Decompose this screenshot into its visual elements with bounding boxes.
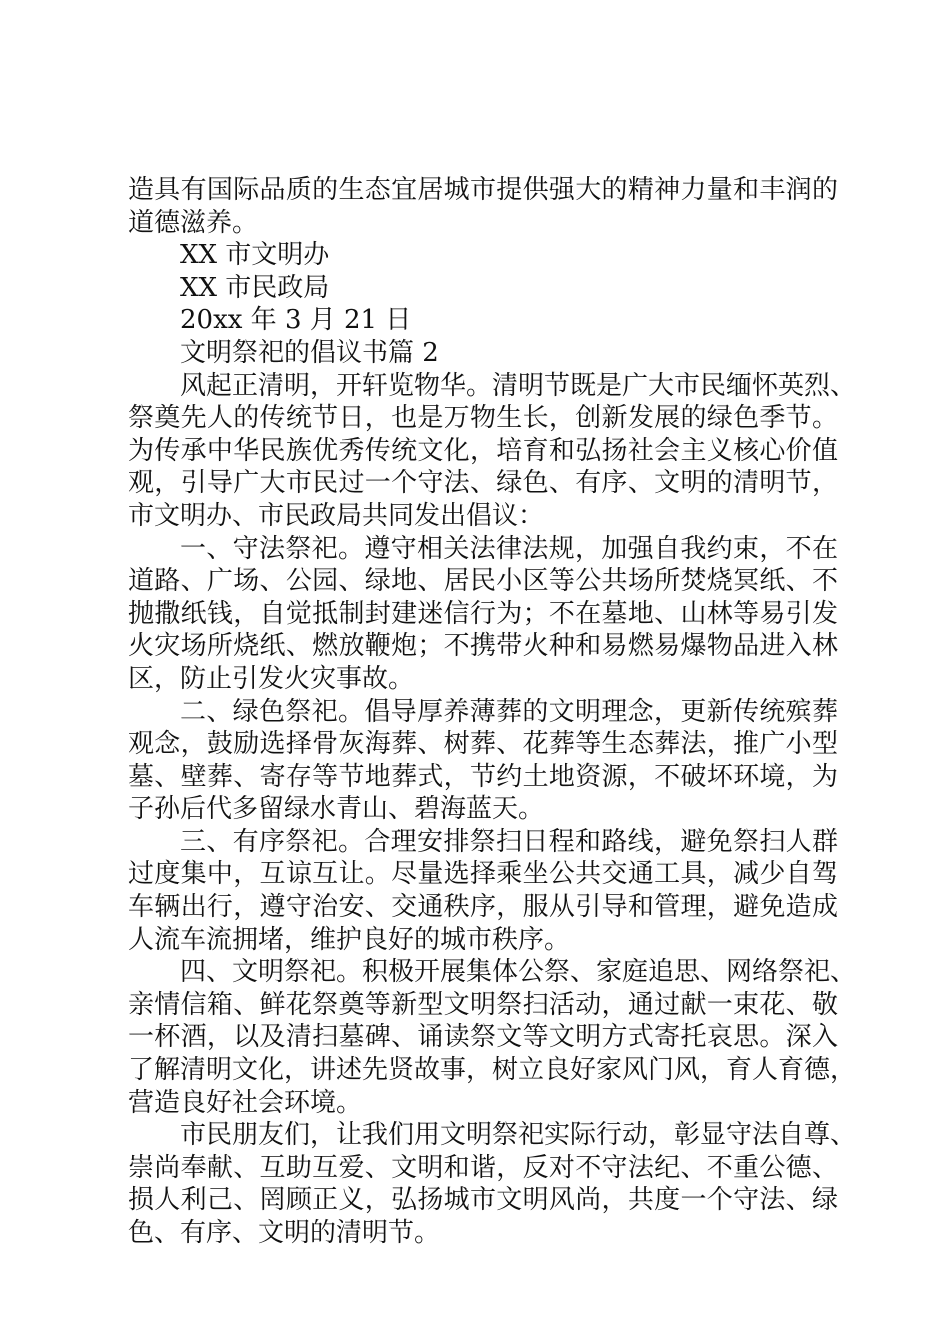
- text-line: 风起正清明，开轩览物华。清明节既是广大市民缅怀英烈、: [180, 370, 857, 401]
- text-line: 了解清明文化，讲述先贤故事，树立良好家风门风，育人育德，: [128, 1055, 857, 1086]
- text-line: 过度集中，互谅互让。尽量选择乘坐公共交通工具，减少自驾: [128, 859, 838, 890]
- paragraph-orderly: [128, 826, 838, 956]
- text-line: 损人利己、罔顾正义，弘扬城市文明风尚，共度一个守法、绿: [128, 1185, 838, 1216]
- text-line: 营造良好社会环境。: [128, 1087, 363, 1118]
- text-line: 崇尚奉献、互助互爱、文明和谐，反对不守法纪、不重公德、: [128, 1152, 838, 1183]
- document-page: [128, 174, 857, 1250]
- text-line: 市民朋友们，让我们用文明祭祀实际行动，彰显守法自尊、: [180, 1120, 857, 1151]
- paragraph-lawful: [128, 533, 838, 696]
- text-line: 造具有国际品质的生态宜居城市提供强大的精神力量和丰润的: [128, 175, 838, 205]
- paragraph-closing: [128, 1119, 857, 1249]
- signature-block: [128, 239, 838, 337]
- text-line: 观，引导广大市民过一个守法、绿色、有序、文明的清明节，: [128, 468, 838, 499]
- paragraph-civilized: [128, 956, 857, 1119]
- signature-date: 20xx 年 3 月 21 日: [180, 305, 412, 336]
- text-line: 祭奠先人的传统节日，也是万物生长，创新发展的绿色季节。: [128, 403, 838, 434]
- text-line: 车辆出行，遵守治安、交通秩序，服从引导和管理，避免造成: [128, 892, 838, 923]
- text-line: 火灾场所烧纸、燃放鞭炮；不携带火种和易燃易爆物品进入林: [128, 631, 838, 662]
- section-title: 文明祭祀的倡议书篇 2: [180, 337, 439, 368]
- paragraph-intro: [128, 370, 857, 533]
- text-line: 墓、壁葬、寄存等节地葬式，节约土地资源，不破坏环境，为: [128, 761, 838, 792]
- text-line: 一杯酒，以及清扫墓碑、诵读祭文等文明方式寄托哀思。深入: [128, 1022, 838, 1053]
- opening-paragraph: [128, 174, 838, 239]
- text-line: 亲情信箱、鲜花祭奠等新型文明祭扫活动，通过献一束花、敬: [128, 989, 838, 1020]
- text-line: 抛撒纸钱，自觉抵制封建迷信行为；不在墓地、山林等易引发: [128, 598, 838, 629]
- text-line: 二、绿色祭祀。倡导厚养薄葬的文明理念，更新传统殡葬: [180, 696, 838, 727]
- text-line: 四、文明祭祀。积极开展集体公祭、家庭追思、网络祭祀、: [180, 957, 857, 988]
- text-line: 色、有序、文明的清明节。: [128, 1218, 441, 1248]
- text-line: 一、守法祭祀。遵守相关法律法规，加强自我约束，不在: [180, 533, 838, 564]
- text-line: 道路、广场、公园、绿地、居民小区等公共场所焚烧冥纸、不: [128, 566, 838, 597]
- text-line: 人流车流拥堵，维护良好的城市秩序。: [128, 924, 571, 955]
- signature-issuer-1: XX 市文明办: [180, 240, 330, 271]
- text-line: 区，防止引发火灾事故。: [128, 663, 415, 694]
- text-line: 为传承中华民族优秀传统文化，培育和弘扬社会主义核心价值: [128, 435, 838, 466]
- text-line: 观念，鼓励选择骨灰海葬、树葬、花葬等生态葬法，推广小型: [128, 729, 838, 760]
- signature-issuer-2: XX 市民政局: [180, 272, 330, 303]
- text-line: 子孙后代多留绿水青山、碧海蓝天。: [128, 794, 545, 825]
- text-line: 三、有序祭祀。合理安排祭扫日程和路线，避免祭扫人群: [180, 826, 838, 857]
- paragraph-green: [128, 696, 838, 826]
- text-line: 道德滋养。: [128, 207, 259, 238]
- text-line: 市文明办、市民政局共同发出倡议：: [128, 500, 545, 531]
